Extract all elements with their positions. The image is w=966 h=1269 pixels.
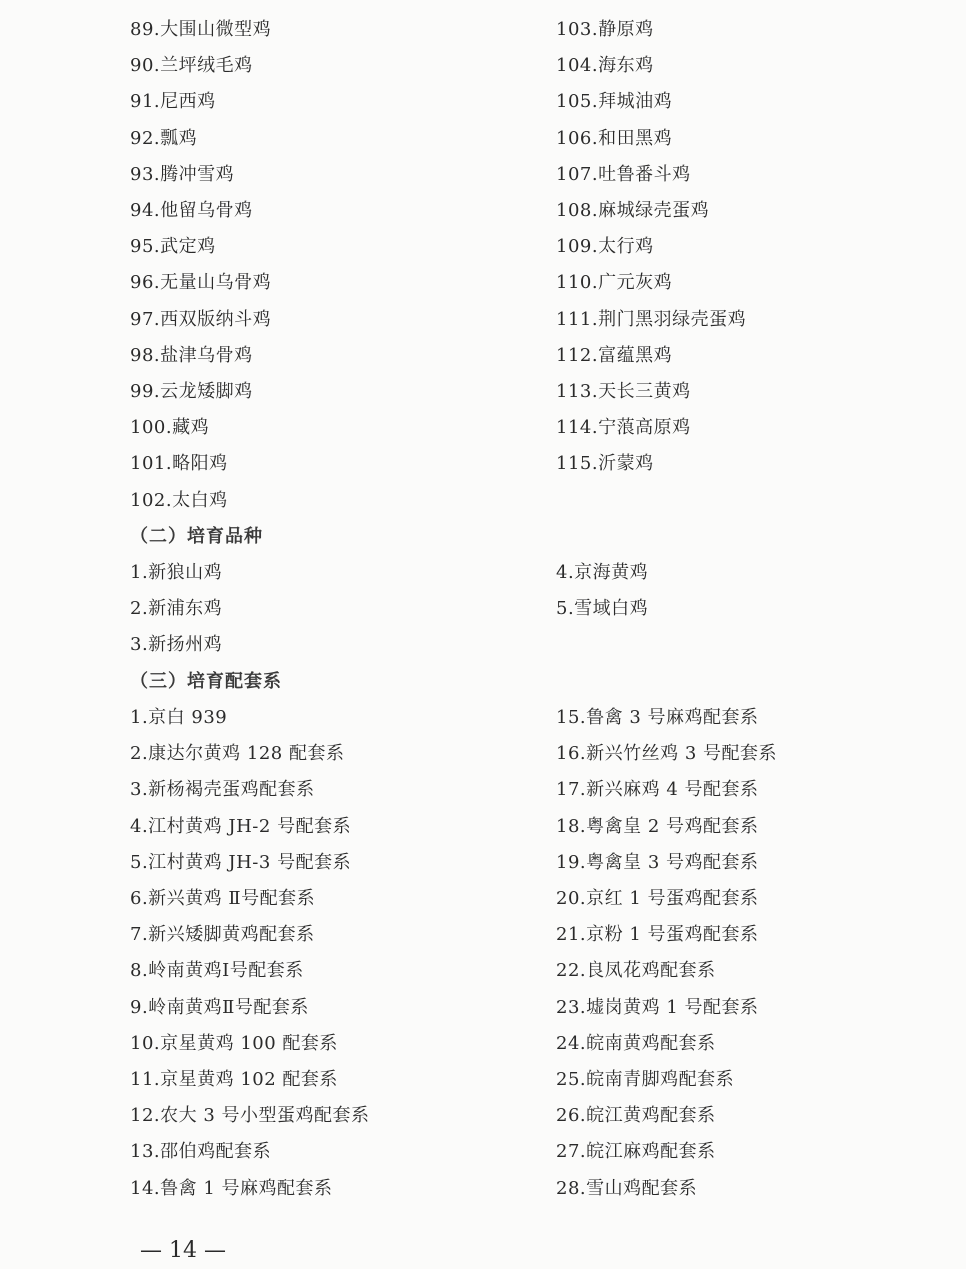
list-item: 11.京星黄鸡 102 配套系 [130,1069,338,1090]
list-item: 111.荆门黑羽绿壳蛋鸡 [556,308,747,330]
list-item: 3.新扬州鸡 [130,634,223,656]
list-item: 3.新杨褐壳蛋鸡配套系 [130,779,315,801]
list-item: 19.粤禽皇 3 号鸡配套系 [556,851,759,873]
list-item: 98.盐津乌骨鸡 [130,344,253,366]
list-item: 99.云龙矮脚鸡 [130,381,253,402]
list-item: 2.康达尔黄鸡 128 配套系 [130,743,345,765]
list-item: 28.雪山鸡配套系 [556,1177,698,1199]
list-item: 24.皖南黄鸡配套系 [556,1032,716,1054]
list-item: 5.江村黄鸡 JH-3 号配套系 [130,851,352,873]
section-2-heading: （二）培育品种 [130,526,263,547]
list-item: 14.鲁禽 1 号麻鸡配套系 [130,1177,333,1199]
list-item: 103.静原鸡 [556,19,654,40]
list-item: 4.江村黄鸡 JH-2 号配套系 [130,815,352,837]
list-item: 96.无量山乌骨鸡 [130,272,272,294]
list-item: 92.瓢鸡 [130,127,198,149]
list-item: 21.京粉 1 号蛋鸡配套系 [556,924,759,946]
list-item: 7.新兴矮脚黄鸡配套系 [130,924,315,946]
page-number: — 14 — [140,1238,226,1263]
list-item: 12.农大 3 号小型蛋鸡配套系 [130,1105,370,1127]
list-item: 25.皖南青脚鸡配套系 [556,1069,735,1090]
list-item: 13.邵伯鸡配套系 [130,1141,272,1163]
list-item: 17.新兴麻鸡 4 号配套系 [556,779,759,801]
list-item: 8.岭南黄鸡Ⅰ号配套系 [130,960,304,982]
list-item: 102.太白鸡 [130,489,228,511]
list-item: 6.新兴黄鸡 Ⅱ号配套系 [130,888,316,909]
list-item: 115.沂蒙鸡 [556,453,654,475]
list-item: 16.新兴竹丝鸡 3 号配套系 [556,743,778,765]
list-item: 89.大围山微型鸡 [130,19,272,40]
list-item: 10.京星黄鸡 100 配套系 [130,1032,338,1054]
list-item: 101.略阳鸡 [130,453,228,475]
list-item: 105.拜城油鸡 [556,91,673,113]
list-item: 97.西双版纳斗鸡 [130,308,272,330]
list-item: 106.和田黑鸡 [556,127,673,149]
list-item: 108.麻城绿壳蛋鸡 [556,200,710,221]
list-item: 93.腾冲雪鸡 [130,163,235,185]
list-item: 113.天长三黄鸡 [556,381,691,402]
list-item: 90.兰坪绒毛鸡 [130,55,253,77]
list-item: 109.太行鸡 [556,236,654,258]
list-item: 107.吐鲁番斗鸡 [556,163,691,185]
list-item: 9.岭南黄鸡Ⅱ号配套系 [130,996,309,1018]
list-item: 95.武定鸡 [130,236,216,258]
list-item: 23.墟岗黄鸡 1 号配套系 [556,996,759,1018]
list-item: 15.鲁禽 3 号麻鸡配套系 [556,707,759,728]
list-item: 4.京海黄鸡 [556,562,649,583]
list-item: 5.雪域白鸡 [556,598,649,620]
list-item: 100.藏鸡 [130,417,210,439]
list-item: 2.新浦东鸡 [130,598,223,620]
list-item: 22.良凤花鸡配套系 [556,960,716,982]
list-item: 18.粤禽皇 2 号鸡配套系 [556,815,759,837]
list-item: 20.京红 1 号蛋鸡配套系 [556,888,759,909]
list-item: 94.他留乌骨鸡 [130,200,253,221]
list-item: 1.京白 939 [130,707,228,728]
list-item: 110.广元灰鸡 [556,272,673,294]
list-item: 112.富蕴黑鸡 [556,344,673,366]
list-item: 104.海东鸡 [556,55,654,77]
list-item: 26.皖江黄鸡配套系 [556,1105,716,1127]
list-item: 114.宁蒗高原鸡 [556,417,691,439]
list-item: 27.皖江麻鸡配套系 [556,1141,716,1163]
list-item: 1.新狼山鸡 [130,562,223,583]
section-3-heading: （三）培育配套系 [130,671,282,692]
list-item: 91.尼西鸡 [130,91,216,113]
